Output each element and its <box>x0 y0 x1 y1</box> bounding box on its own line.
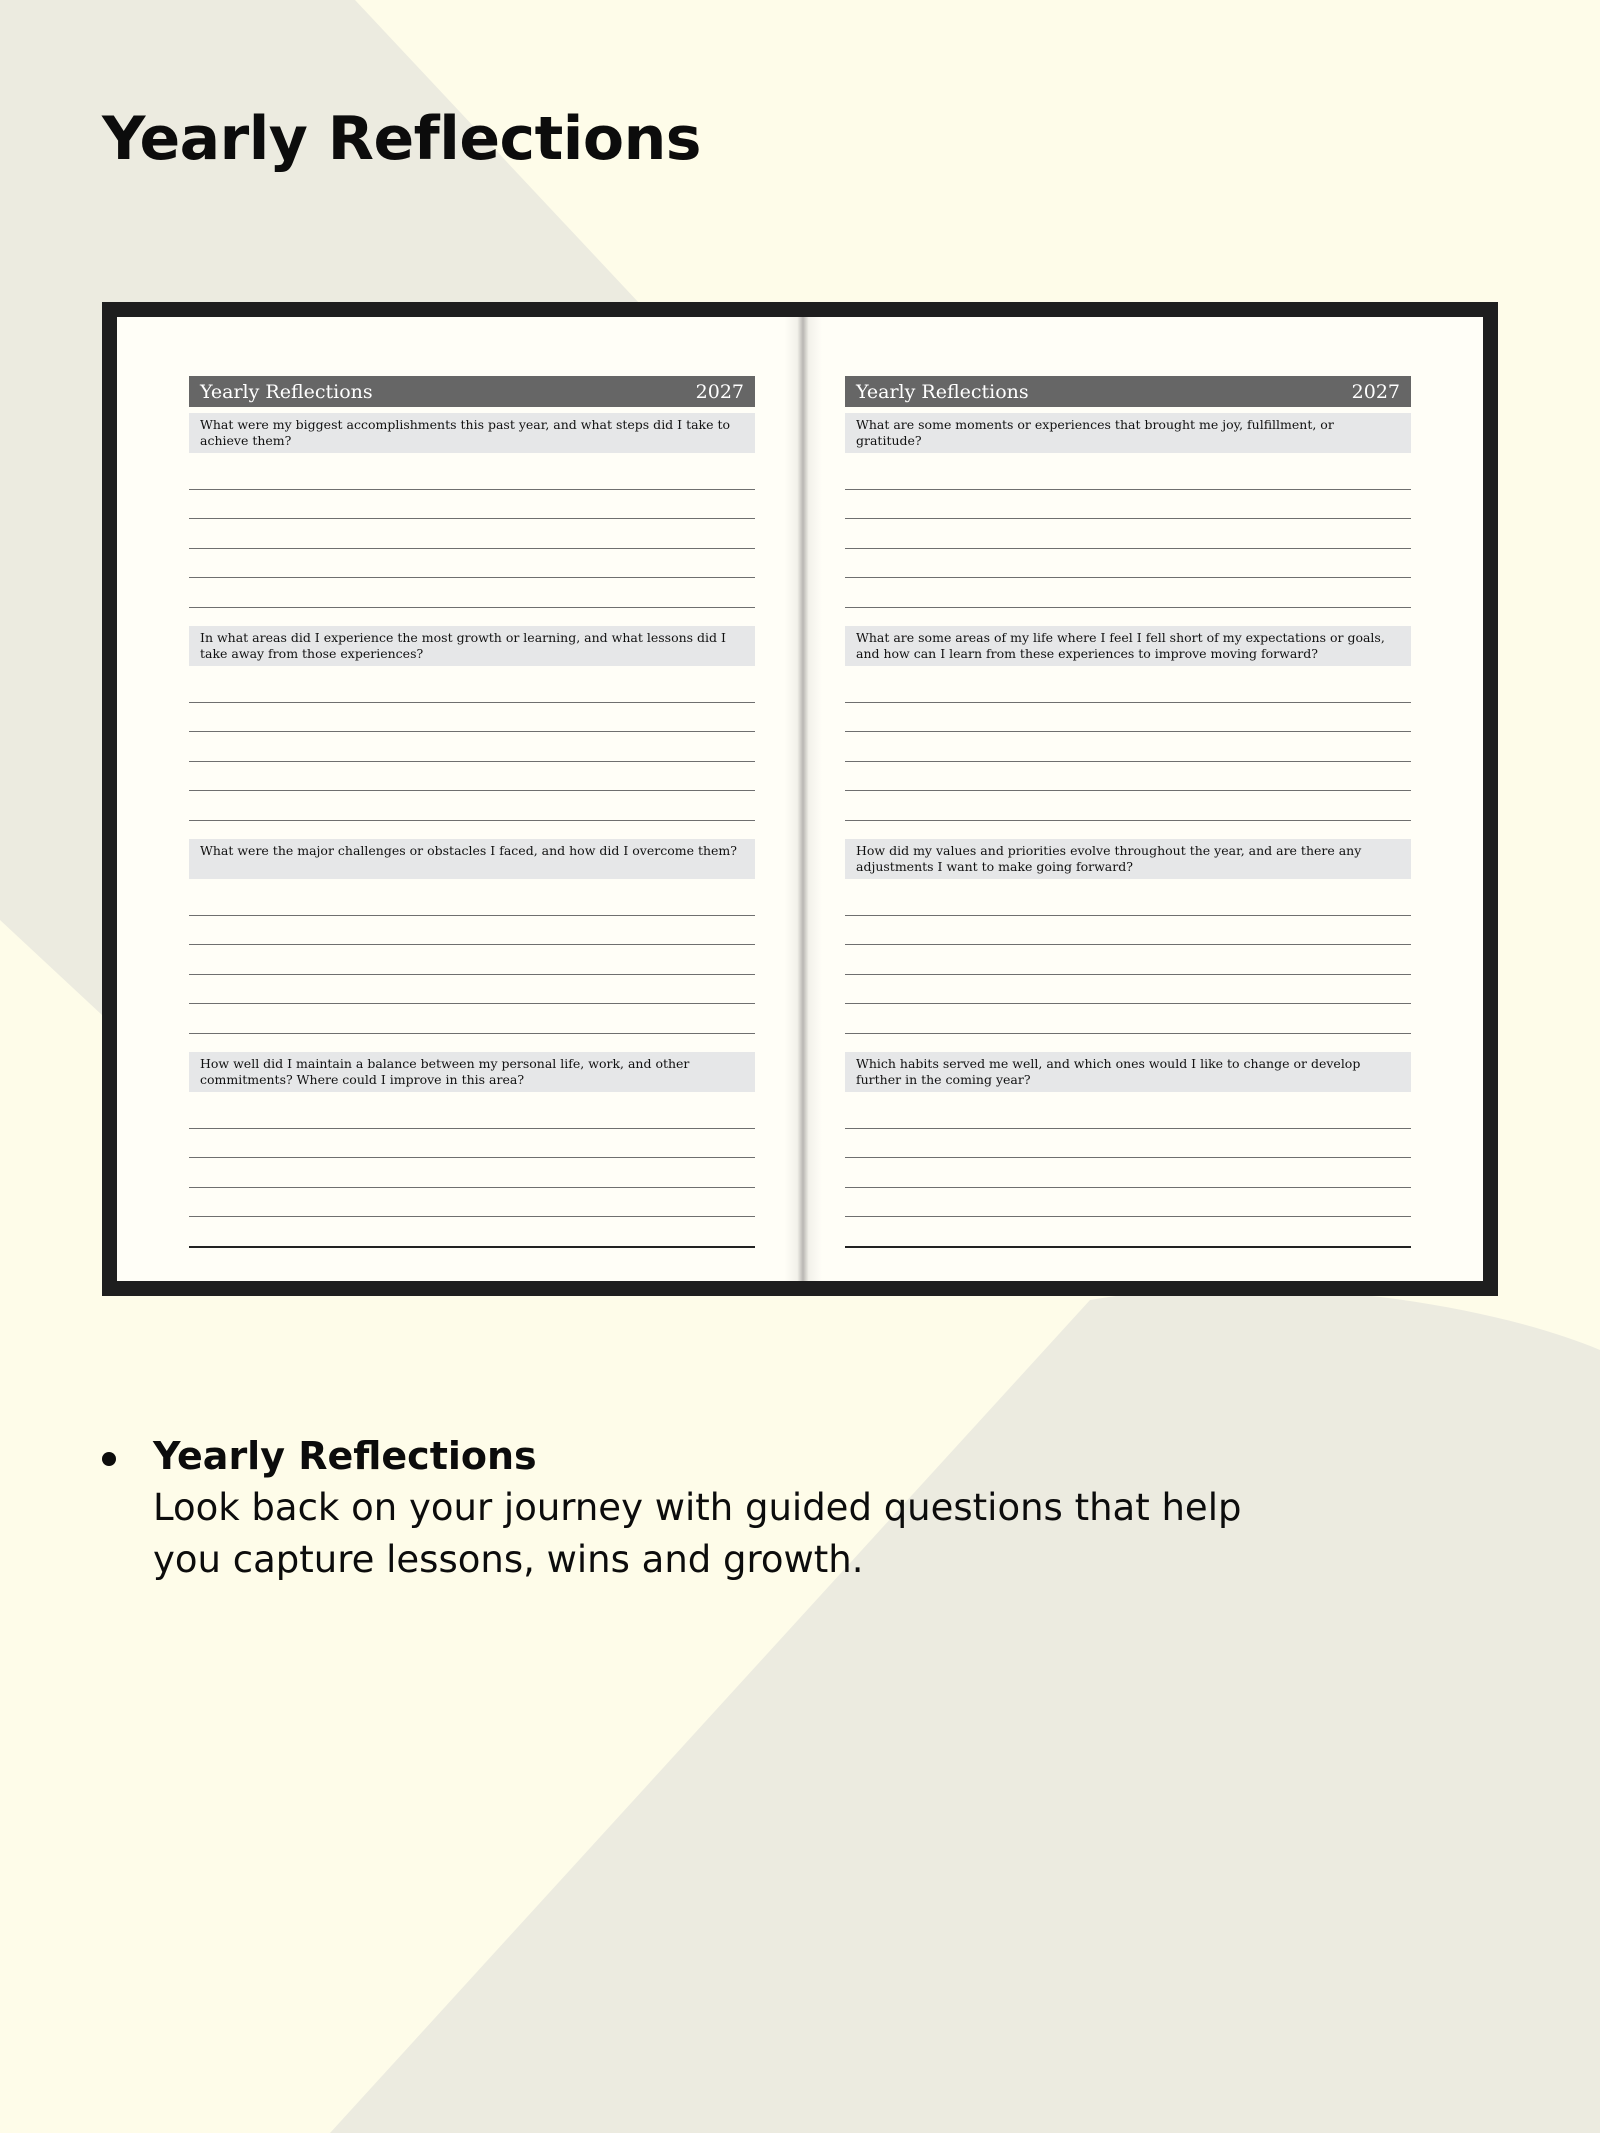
writing-line <box>845 1157 1411 1158</box>
reflection-section <box>189 413 755 620</box>
page-header-year: 2027 <box>1351 380 1400 403</box>
writing-line <box>845 1187 1411 1188</box>
page-title: Yearly Reflections <box>102 104 701 174</box>
bullet-icon <box>102 1452 116 1466</box>
writing-line <box>845 518 1411 519</box>
reflection-question: How well did I maintain a balance between my personal life, work, and other commitments? Where could I improve in this area? <box>189 1052 755 1092</box>
writing-line <box>189 1246 755 1248</box>
background-shape-bottom <box>330 1288 1600 2133</box>
writing-line <box>189 1128 755 1129</box>
feature-list-item <box>102 1430 1302 1586</box>
writing-line <box>845 548 1411 549</box>
writing-line <box>845 1246 1411 1248</box>
writing-line <box>189 1216 755 1217</box>
writing-line <box>189 1157 755 1158</box>
writing-line <box>845 915 1411 916</box>
writing-line <box>189 731 755 732</box>
reflection-question: What are some moments or experiences that brought me joy, fulfillment, or gratitude? <box>845 413 1411 453</box>
writing-line <box>845 1033 1411 1034</box>
reflection-section <box>845 839 1411 1046</box>
planner-spread <box>117 317 1483 1281</box>
writing-line <box>189 607 755 608</box>
left-planner-page <box>189 376 755 1259</box>
writing-line <box>189 518 755 519</box>
reflection-question: Which habits served me well, and which ones would I like to change or develop further in the coming year? <box>845 1052 1411 1092</box>
writing-line <box>845 489 1411 490</box>
writing-line <box>189 761 755 762</box>
writing-line <box>189 974 755 975</box>
reflection-question: What are some areas of my life where I feel I fell short of my expectations or goals, and how can I learn from these experiences to improve moving forward? <box>845 626 1411 666</box>
writing-line <box>845 790 1411 791</box>
page-header-title: Yearly Reflections <box>200 380 373 403</box>
reflection-question: In what areas did I experience the most growth or learning, and what lessons did I take away from those experiences? <box>189 626 755 666</box>
writing-line <box>189 915 755 916</box>
reflection-section <box>189 839 755 1046</box>
writing-line <box>845 731 1411 732</box>
page-header-year: 2027 <box>695 380 744 403</box>
reflection-section <box>189 1052 755 1259</box>
planner-book-mockup <box>102 302 1498 1296</box>
reflection-section <box>845 1052 1411 1259</box>
reflection-question: How did my values and priorities evolve throughout the year, and are there any adjustments I want to make going forward? <box>845 839 1411 879</box>
writing-line <box>845 820 1411 821</box>
writing-line <box>845 761 1411 762</box>
feature-description: Look back on your journey with guided questions that help you capture lessons, wins and growth. <box>153 1486 1242 1581</box>
writing-line <box>189 702 755 703</box>
writing-line <box>189 944 755 945</box>
writing-line <box>845 577 1411 578</box>
writing-line <box>189 1033 755 1034</box>
feature-text <box>153 1430 1302 1586</box>
writing-line <box>189 790 755 791</box>
writing-line <box>845 702 1411 703</box>
writing-line <box>845 944 1411 945</box>
writing-line <box>845 607 1411 608</box>
writing-line <box>189 577 755 578</box>
writing-line <box>845 1128 1411 1129</box>
writing-line <box>189 1003 755 1004</box>
reflection-section <box>845 626 1411 833</box>
page-header <box>189 376 755 407</box>
feature-title: Yearly Reflections <box>153 1434 537 1478</box>
writing-line <box>845 1216 1411 1217</box>
writing-line <box>189 489 755 490</box>
page-header <box>845 376 1411 407</box>
writing-line <box>845 974 1411 975</box>
writing-line <box>189 820 755 821</box>
page-header-title: Yearly Reflections <box>856 380 1029 403</box>
reflection-section <box>189 626 755 833</box>
writing-line <box>189 1187 755 1188</box>
reflection-question: What were the major challenges or obstacles I faced, and how did I overcome them? <box>189 839 755 879</box>
writing-line <box>845 1003 1411 1004</box>
reflection-section <box>845 413 1411 620</box>
right-planner-page <box>845 376 1411 1259</box>
writing-line <box>189 548 755 549</box>
reflection-question: What were my biggest accomplishments this past year, and what steps did I take to achieve them? <box>189 413 755 453</box>
book-spine <box>784 317 822 1281</box>
